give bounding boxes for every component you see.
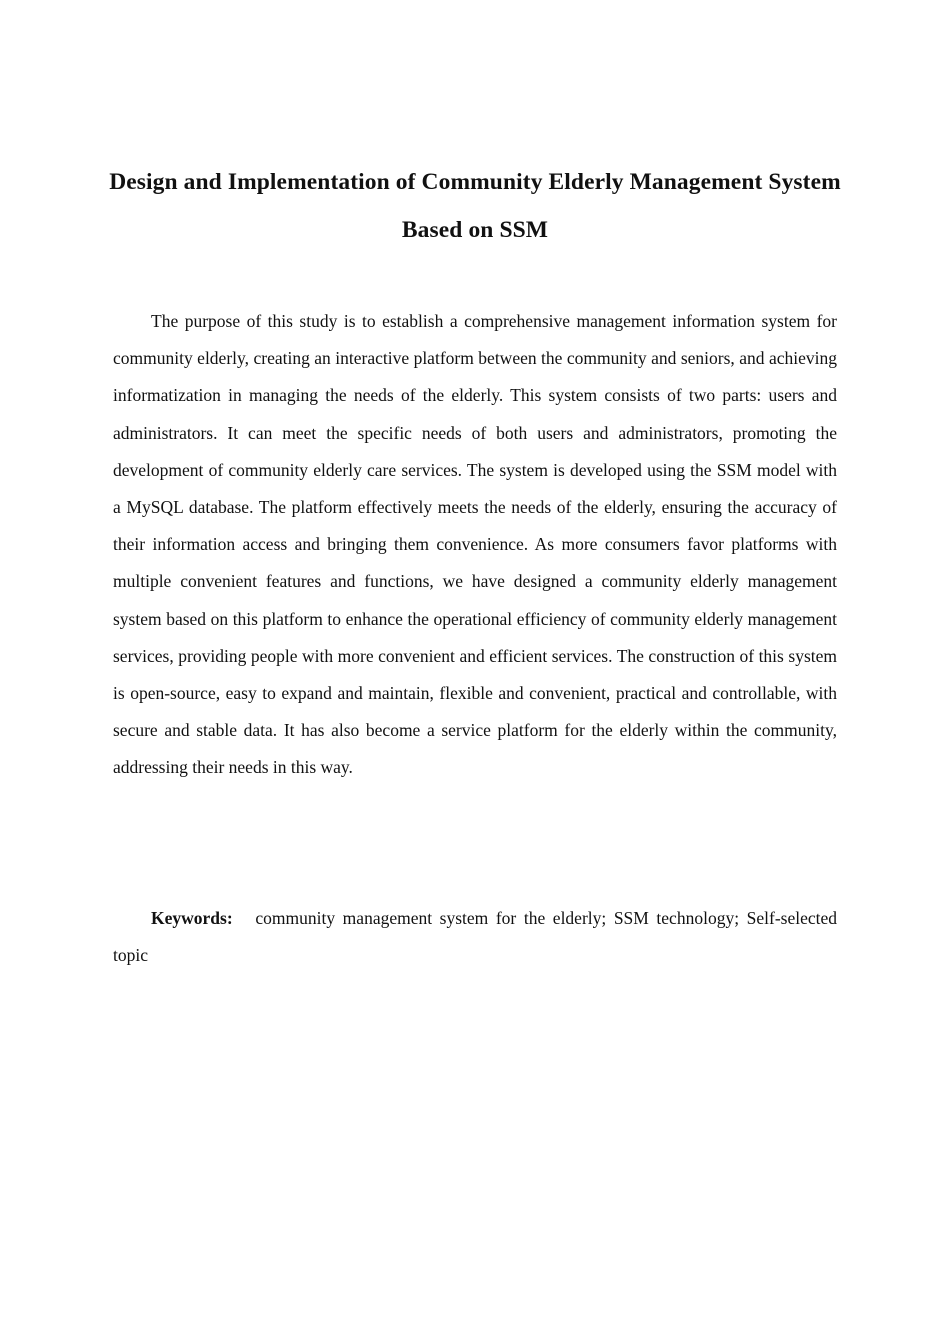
keywords-text: community management system for the elderly; SSM technology; Self-selected topic bbox=[113, 908, 837, 965]
keywords-label: Keywords: bbox=[151, 908, 233, 928]
document-title: Design and Implementation of Community Elderly Management System Based on SSM bbox=[109, 169, 841, 243]
keywords-paragraph bbox=[113, 900, 837, 973]
abstract-paragraph: The purpose of this study is to establish a comprehensive management information system for community elderly, creating an interactive platform between the community and seniors, and achieving informatization in managing the needs of the elderly. This system consists of two parts: users and administrators. It can meet the specific needs of both users and administrators, promoting the development of community elderly care services. The system is developed using the SSM model with a MySQL database. The platform effectively meets the needs of the elderly, ensuring the accuracy of their information access and bringing them convenience. As more consumers favor platforms with multiple convenient features and functions, we have designed a community elderly management system based on this platform to enhance the operational efficiency of community elderly management services, providing people with more convenient and efficient services. The construction of this system is open-source, easy to expand and maintain, flexible and convenient, practical and controllable, with secure and stable data. It has also become a service platform for the elderly within the community, addressing their needs in this way. bbox=[113, 311, 837, 778]
